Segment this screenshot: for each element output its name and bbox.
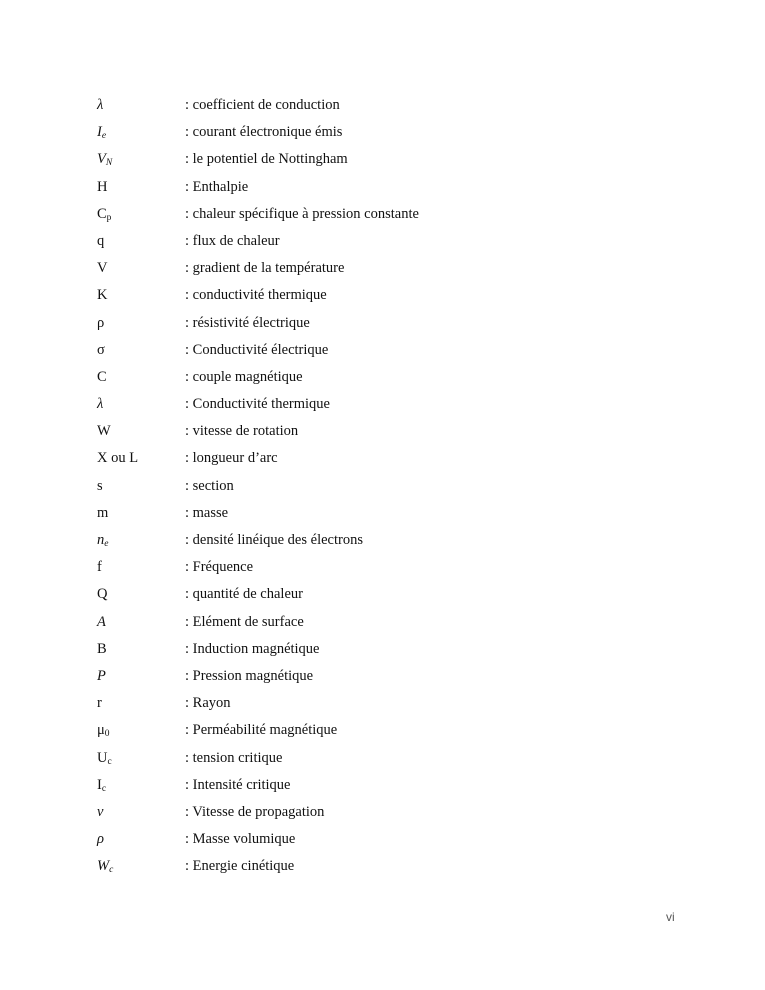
symbol bbox=[97, 95, 103, 115]
symbol-main: m bbox=[97, 504, 109, 521]
definition: : Conductivité thermique bbox=[185, 396, 330, 413]
definition: : conductivité thermique bbox=[185, 287, 327, 304]
definition: : chaleur spécifique à pression constante bbox=[185, 205, 419, 222]
symbol-subscript: N bbox=[105, 158, 113, 169]
symbol-subscript: p bbox=[106, 212, 112, 223]
symbol-main: B bbox=[97, 640, 107, 657]
symbol bbox=[97, 340, 105, 360]
symbol bbox=[97, 584, 107, 604]
symbol-main: K bbox=[97, 287, 108, 304]
symbol bbox=[97, 448, 138, 468]
symbol-main: ρ bbox=[97, 314, 105, 331]
definition: : Elément de surface bbox=[185, 613, 304, 630]
definition: : longueur d’arc bbox=[185, 450, 278, 467]
symbol-main: ρ bbox=[97, 831, 104, 848]
symbol-main: s bbox=[97, 477, 103, 494]
symbol-main: W bbox=[97, 858, 110, 875]
symbol-main: V bbox=[97, 260, 108, 277]
definition: : gradient de la température bbox=[185, 260, 345, 277]
symbol bbox=[97, 231, 104, 251]
symbol bbox=[97, 476, 103, 496]
definition: : Enthalpie bbox=[185, 178, 249, 195]
page-number: vi bbox=[666, 910, 675, 924]
symbol bbox=[97, 748, 112, 772]
definition: : Pression magnétique bbox=[185, 667, 314, 684]
symbol-main: A bbox=[97, 613, 106, 630]
symbol-main: μ bbox=[97, 722, 105, 739]
definition: : Fréquence bbox=[185, 559, 254, 576]
definition: : densité linéique des électrons bbox=[185, 532, 363, 548]
definition: : couple magnétique bbox=[185, 368, 303, 385]
symbol bbox=[97, 639, 107, 659]
symbol bbox=[97, 720, 110, 744]
definition: : courant électronique émis bbox=[185, 124, 343, 141]
symbol-subscript: c bbox=[107, 756, 112, 767]
symbol-main: H bbox=[97, 178, 108, 195]
definition: : Energie cinétique bbox=[185, 858, 295, 875]
definition: : Intensité critique bbox=[185, 776, 291, 793]
symbol-subscript: c bbox=[109, 865, 114, 876]
symbol-main: Q bbox=[97, 586, 108, 603]
symbol-main: I bbox=[97, 124, 102, 141]
symbol bbox=[97, 285, 107, 305]
definition: : Rayon bbox=[185, 695, 231, 712]
symbol-main: λ bbox=[97, 97, 104, 113]
definition: : section bbox=[185, 477, 234, 494]
symbol-main: C bbox=[97, 368, 107, 385]
symbol-main: r bbox=[97, 695, 102, 712]
symbol-main: P bbox=[97, 667, 106, 684]
symbol bbox=[97, 612, 106, 632]
symbol-main: q bbox=[97, 232, 105, 249]
definition: : Induction magnétique bbox=[185, 640, 320, 657]
definition: : quantité de chaleur bbox=[185, 586, 303, 603]
symbol bbox=[97, 856, 113, 880]
symbol bbox=[97, 666, 106, 686]
symbol bbox=[97, 421, 111, 441]
symbol bbox=[97, 149, 112, 173]
symbol-main: X ou L bbox=[97, 450, 139, 467]
symbol-main: I bbox=[97, 776, 102, 793]
definition: : Conductivité électrique bbox=[185, 341, 329, 358]
symbol bbox=[97, 802, 103, 822]
definition: : flux de chaleur bbox=[185, 232, 280, 249]
symbol-main: σ bbox=[97, 341, 105, 358]
symbol-main: n bbox=[97, 532, 105, 548]
symbol bbox=[97, 394, 103, 414]
symbol bbox=[97, 122, 106, 146]
definition: : Masse volumique bbox=[185, 831, 296, 848]
symbol-subscript: 0 bbox=[104, 729, 110, 740]
definition: : résistivité électrique bbox=[185, 314, 310, 331]
definition: : le potentiel de Nottingham bbox=[185, 151, 348, 168]
definition: : coefficient de conduction bbox=[185, 97, 340, 113]
definition: : masse bbox=[185, 504, 229, 521]
definition: : tension critique bbox=[185, 749, 283, 766]
symbol-subscript: e bbox=[104, 539, 109, 549]
symbol-main: v bbox=[97, 803, 104, 820]
symbol-subscript: e bbox=[101, 131, 107, 142]
symbol-subscript: c bbox=[101, 783, 107, 794]
symbol-main: C bbox=[97, 205, 107, 222]
symbol bbox=[97, 693, 102, 713]
symbol bbox=[97, 530, 108, 554]
symbol bbox=[97, 367, 107, 387]
symbol-main: f bbox=[97, 559, 102, 576]
symbol bbox=[97, 177, 107, 197]
symbol-main: λ bbox=[97, 396, 104, 413]
symbol bbox=[97, 313, 104, 333]
symbol bbox=[97, 503, 108, 523]
definition: : Vitesse de propagation bbox=[185, 803, 325, 820]
symbol bbox=[97, 258, 107, 278]
symbol bbox=[97, 204, 111, 228]
definition: : Perméabilité magnétique bbox=[185, 722, 338, 739]
symbol-main: W bbox=[97, 423, 111, 440]
symbol bbox=[97, 775, 106, 799]
symbol-main: U bbox=[97, 749, 108, 766]
definition: : vitesse de rotation bbox=[185, 423, 299, 440]
symbol bbox=[97, 557, 102, 577]
symbol-main: V bbox=[97, 151, 106, 168]
symbol bbox=[97, 829, 104, 849]
